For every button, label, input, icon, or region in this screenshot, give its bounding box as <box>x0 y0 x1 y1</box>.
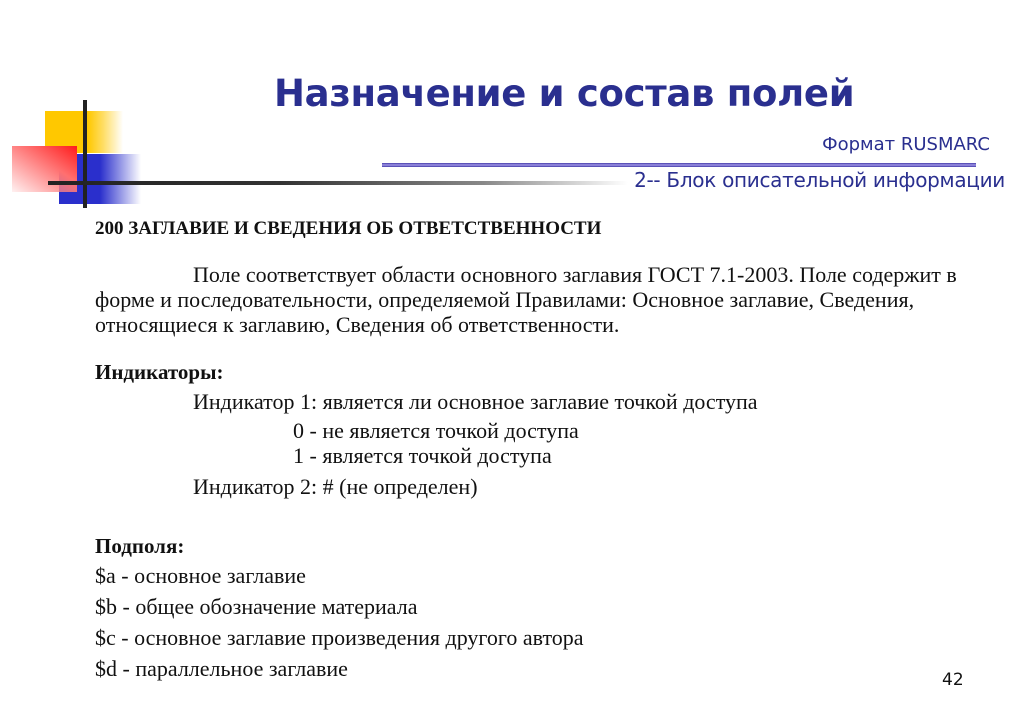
decorative-vertical-line <box>83 100 87 208</box>
format-subtitle: Формат RUSMARC <box>822 134 990 155</box>
title-divider-line <box>382 163 976 167</box>
indicators-section <box>95 359 975 499</box>
field-heading: 200 ЗАГЛАВИЕ И СВЕДЕНИЯ ОБ ОТВЕТСТВЕННОСТИ <box>95 218 602 239</box>
subfield-item: $b - общее обозначение материала <box>95 594 418 619</box>
subfields-label: Подполя: <box>95 534 185 558</box>
indicators-label: Индикаторы: <box>95 360 224 384</box>
block-subtitle: 2-- Блок описательной информации <box>634 168 1005 192</box>
decorative-horizontal-line <box>48 181 628 185</box>
slide-title: Назначение и состав полей <box>274 72 855 115</box>
indicator-1-value-1: 1 - является точкой доступа <box>293 443 552 468</box>
indicator-2: Индикатор 2: # (не определен) <box>193 474 478 499</box>
subfield-item: $a - основное заглавие <box>95 563 306 588</box>
page-number: 42 <box>942 670 964 690</box>
decorative-red-square <box>12 146 77 192</box>
subfield-item: $d - параллельное заглавие <box>95 656 348 681</box>
slide-content <box>95 214 975 681</box>
field-description: Поле соответствует области основного заглавия ГОСТ 7.1-2003. Поле содержит в форме и последовательности, определяемой Правилами: Основное заглавие, Сведения, относящиеся к заглавию, Сведения об ответственности. <box>95 262 957 337</box>
indicator-1-value-0: 0 - не является точкой доступа <box>293 418 579 443</box>
indicator-1: Индикатор 1: является ли основное заглавие точкой доступа <box>193 389 758 414</box>
subfield-item: $c - основное заглавие произведения другого автора <box>95 625 584 650</box>
subfields-section <box>95 533 975 681</box>
